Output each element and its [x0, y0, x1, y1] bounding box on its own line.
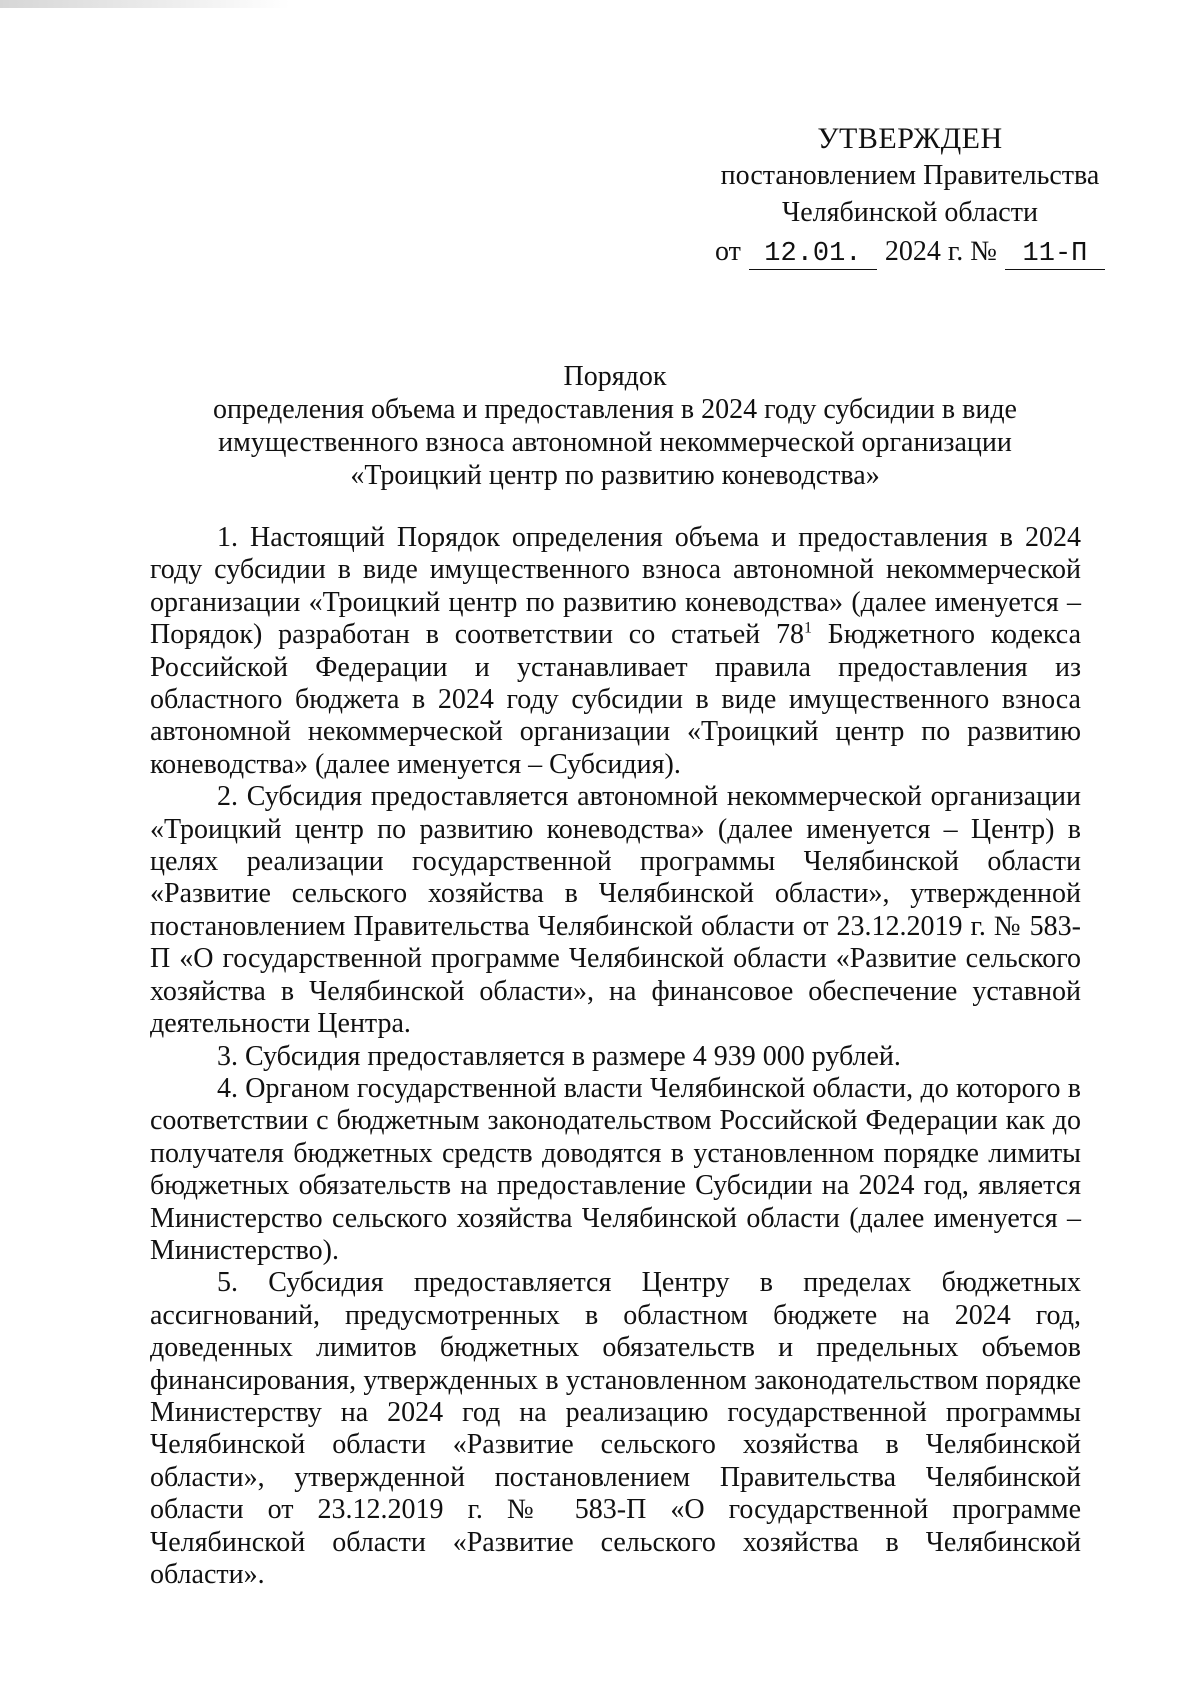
paragraph-1: [150, 522, 1081, 781]
title-line-1: Порядок: [563, 361, 667, 392]
title-line-2: определения объема и предоставления в 2024 году субсидии в виде: [213, 394, 1017, 425]
approval-year: 2024 г. №: [884, 236, 997, 267]
approval-date-line: [660, 233, 1160, 270]
article-superscript: 1: [803, 619, 812, 637]
paragraph-3: 3. Субсидия предоставляется в размере 4 939 000 рублей.: [217, 1040, 901, 1072]
approval-line-1: постановлением Правительства: [720, 160, 1100, 191]
title-line-4: «Троицкий центр по развитию коневодства»: [350, 460, 880, 491]
scan-artifact: [0, 0, 290, 8]
approval-number: 11-П: [1005, 239, 1105, 270]
approval-stamp-block: [660, 120, 1160, 270]
title-line-3: имущественного взноса автономной некоммерческой организации: [218, 427, 1012, 458]
from-label: от: [715, 236, 741, 267]
paragraph-5: 5. Субсидия предоставляется Центру в пределах бюджетных ассигнований, предусмотренных в областном бюджете на 2024 год, доведенных лимитов бюджетных обязательств и предельных объемов финансирования, утвержденных в установленном законодательством порядке Министерству на 2024 год на реализацию государственной программы Челябинской области «Развитие сельского хозяйства в Челябинской области», утвержденной постановлением Правительства Челябинской области от 23.12.2019 г. № 583-П «О государственной программе Челябинской области «Развитие сельского хозяйства в Челябинской области».: [150, 1267, 1081, 1590]
paragraph-4: 4. Органом государственной власти Челябинской области, до которого в соответствии с бюджетным законодательством Российской Федерации как до получателя бюджетных средств доводятся в установленном порядке лимиты бюджетных обязательств на предоставление Субсидии на 2024 год, является Министерство сельского хозяйства Челябинской области (далее именуется – Министерство).: [150, 1072, 1081, 1266]
paragraph-1-text-a: 1. Настоящий Порядок определения объема и предоставления в 2024 году субсидии в виде имущественного взноса автономной некоммерческой организации «Троицкий центр по развитию коневодства» (далее именуется – Порядок) разработан в соответствии со статьей 78: [150, 522, 1081, 651]
paragraph-2: 2. Субсидия предоставляется автономной некоммерческой организации «Троицкий центр по развитию коневодства» (далее именуется – Центр) в целях реализации государственной программы Челябинской области «Развитие сельского хозяйства в Челябинской области», утвержденной постановлением Правительства Челябинской области от 23.12.2019 г. № 583-П «О государственной программе Челябинской области «Развитие сельского хозяйства в Челябинской области», на финансовое обеспечение уставной деятельности Центра.: [150, 781, 1081, 1040]
paragraph-1-text-b: Бюджетного кодекса Российской Федерации и устанавливает правила предоставления из областного бюджета в 2024 году субсидии в виде имущественного взноса автономной некоммерческой организации «Троицкий центр по развитию коневодства» (далее именуется – Субсидия).: [150, 619, 1081, 780]
document-title: [150, 360, 1080, 492]
approval-heading: УТВЕРЖДЕН: [817, 122, 1003, 155]
approval-line-2: Челябинской области: [782, 197, 1038, 228]
document-body: [150, 522, 1081, 1591]
approval-date: 12.01.: [749, 239, 877, 270]
